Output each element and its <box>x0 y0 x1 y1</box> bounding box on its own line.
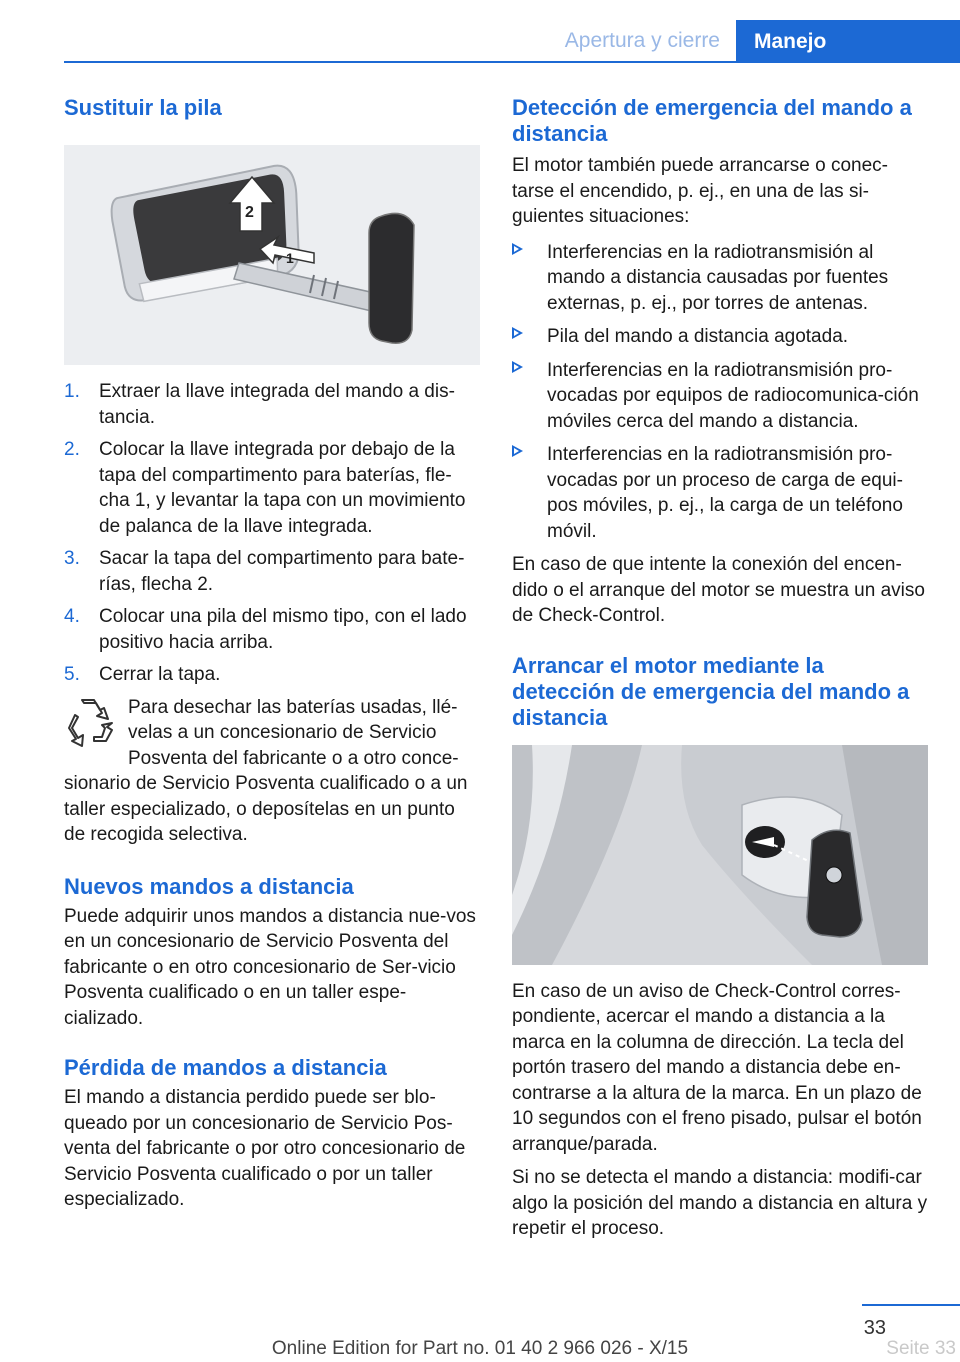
bullet-arrow-icon <box>512 243 523 255</box>
edition-footer: Online Edition for Part no. 01 40 2 966 026 - X/15 <box>271 1338 689 1359</box>
footer-rule <box>862 1304 960 1306</box>
heading-emergency-detection: Detección de emergencia del mando a distancia <box>512 95 912 146</box>
list-item: Interferencias en la radiotransmisión pro-vocadas por un proceso de carga de equi-pos móviles, p. ej., la carga de un teléfono móvil. <box>512 442 928 544</box>
heading-replace-battery: Sustituir la pila <box>64 95 222 120</box>
heading-new-remotes: Nuevos mandos a distancia <box>64 873 354 899</box>
header-chapter-tab[interactable]: Manejo <box>736 20 960 62</box>
paragraph-not-detected: Si no se detecta el mando a distancia: modifi-car algo la posición del mando a distancia en altura y repetir el proceso. <box>512 1167 928 1239</box>
paragraph-start-procedure: En caso de un aviso de Check-Control corres-pondiente, acercar el mando a distancia a la marca en la columna de dirección. La tecla del portón trasero del mando a distancia debe en-contrarse a la altura de la marca. En un plazo de 10 segundos con el freno pisado, pulsar el botón arranque/parada. <box>512 980 922 1155</box>
bullet-arrow-icon <box>512 445 523 457</box>
figure-key-battery <box>64 145 480 365</box>
header-rule <box>64 61 960 63</box>
paragraph-new-remotes: Puede adquirir unos mandos a distancia nue-vos en un concesionario de Servicio Posventa del fabricante o en otro concesionario de Ser-vicio Posventa cualificado o en un taller espe-cializado. <box>64 905 476 1029</box>
emergency-situations-list <box>512 240 928 545</box>
bullet-arrow-icon <box>512 361 523 373</box>
heading-lost-remotes: Pérdida de mandos a distancia <box>64 1055 387 1080</box>
arrow-2-label: 2 <box>245 204 254 221</box>
watermark: Seite 33 <box>886 1338 956 1359</box>
list-item: Interferencias en la radiotransmisión al mando a distancia causadas por fuentes externas, p. ej., por torres de antenas. <box>512 240 928 317</box>
list-item: 3. Sacar la tapa del compartimento para bate-rías, flecha 2. <box>64 548 465 595</box>
paragraph-check-control: En caso de que intente la conexión del encen-dido o el arranque del motor se muestra un aviso de Check-Control. <box>512 554 925 626</box>
figure-steering-column <box>512 745 928 965</box>
list-item: Pila del mando a distancia agotada. <box>512 324 928 350</box>
recycle-note: Para desechar las baterías usadas, llé-velas a un concesionario de Servicio Posventa del fabricante o a otro conce-sionario de Servicio Posventa cualificado o a un taller especializado, o deposítelas en un punto de recogida selectiva. <box>64 696 468 845</box>
paragraph-lost-remotes: El mando a distancia perdido puede ser blo-queado por un concesionario de Servicio Pos-venta del fabricante o por otro concesionario de Servicio Posventa cualificado o por un taller especializado. <box>64 1087 466 1210</box>
left-column <box>64 95 480 1213</box>
battery-steps-list <box>64 379 480 688</box>
list-item: 1. Extraer la llave integrada del mando a dis-tancia. <box>64 381 455 428</box>
right-column <box>512 95 928 1242</box>
bullet-arrow-icon <box>512 327 523 339</box>
list-item: 5. Cerrar la tapa. <box>64 664 221 685</box>
list-item: 2. Colocar la llave integrada por debajo de la tapa del compartimento para baterías, fle-cha 1, y levantar la tapa con un movimiento de palanca de la llave integrada. <box>64 439 466 537</box>
heading-start-engine: Arrancar el motor mediante la detección de emergencia del mando a distancia <box>512 652 910 730</box>
list-item: 4. Colocar una pila del mismo tipo, con el lado positivo hacia arriba. <box>64 606 467 653</box>
key-battery-illustration <box>64 145 480 365</box>
header-section-tab[interactable]: Apertura y cierre <box>564 29 720 52</box>
page-header <box>0 0 960 62</box>
recycle-icon <box>64 697 116 749</box>
paragraph-emergency-intro: El motor también puede arrancarse o conec-tarse el encendido, p. ej., en una de las si-guientes situaciones: <box>512 155 888 227</box>
page-number: 33 <box>863 1317 886 1339</box>
list-item: Interferencias en la radiotransmisión pro-vocadas por equipos de radiocomunica-ción móviles cerca del mando a distancia. <box>512 358 928 435</box>
steering-column-illustration <box>512 745 928 965</box>
arrow-1-label: 1 <box>286 250 294 266</box>
